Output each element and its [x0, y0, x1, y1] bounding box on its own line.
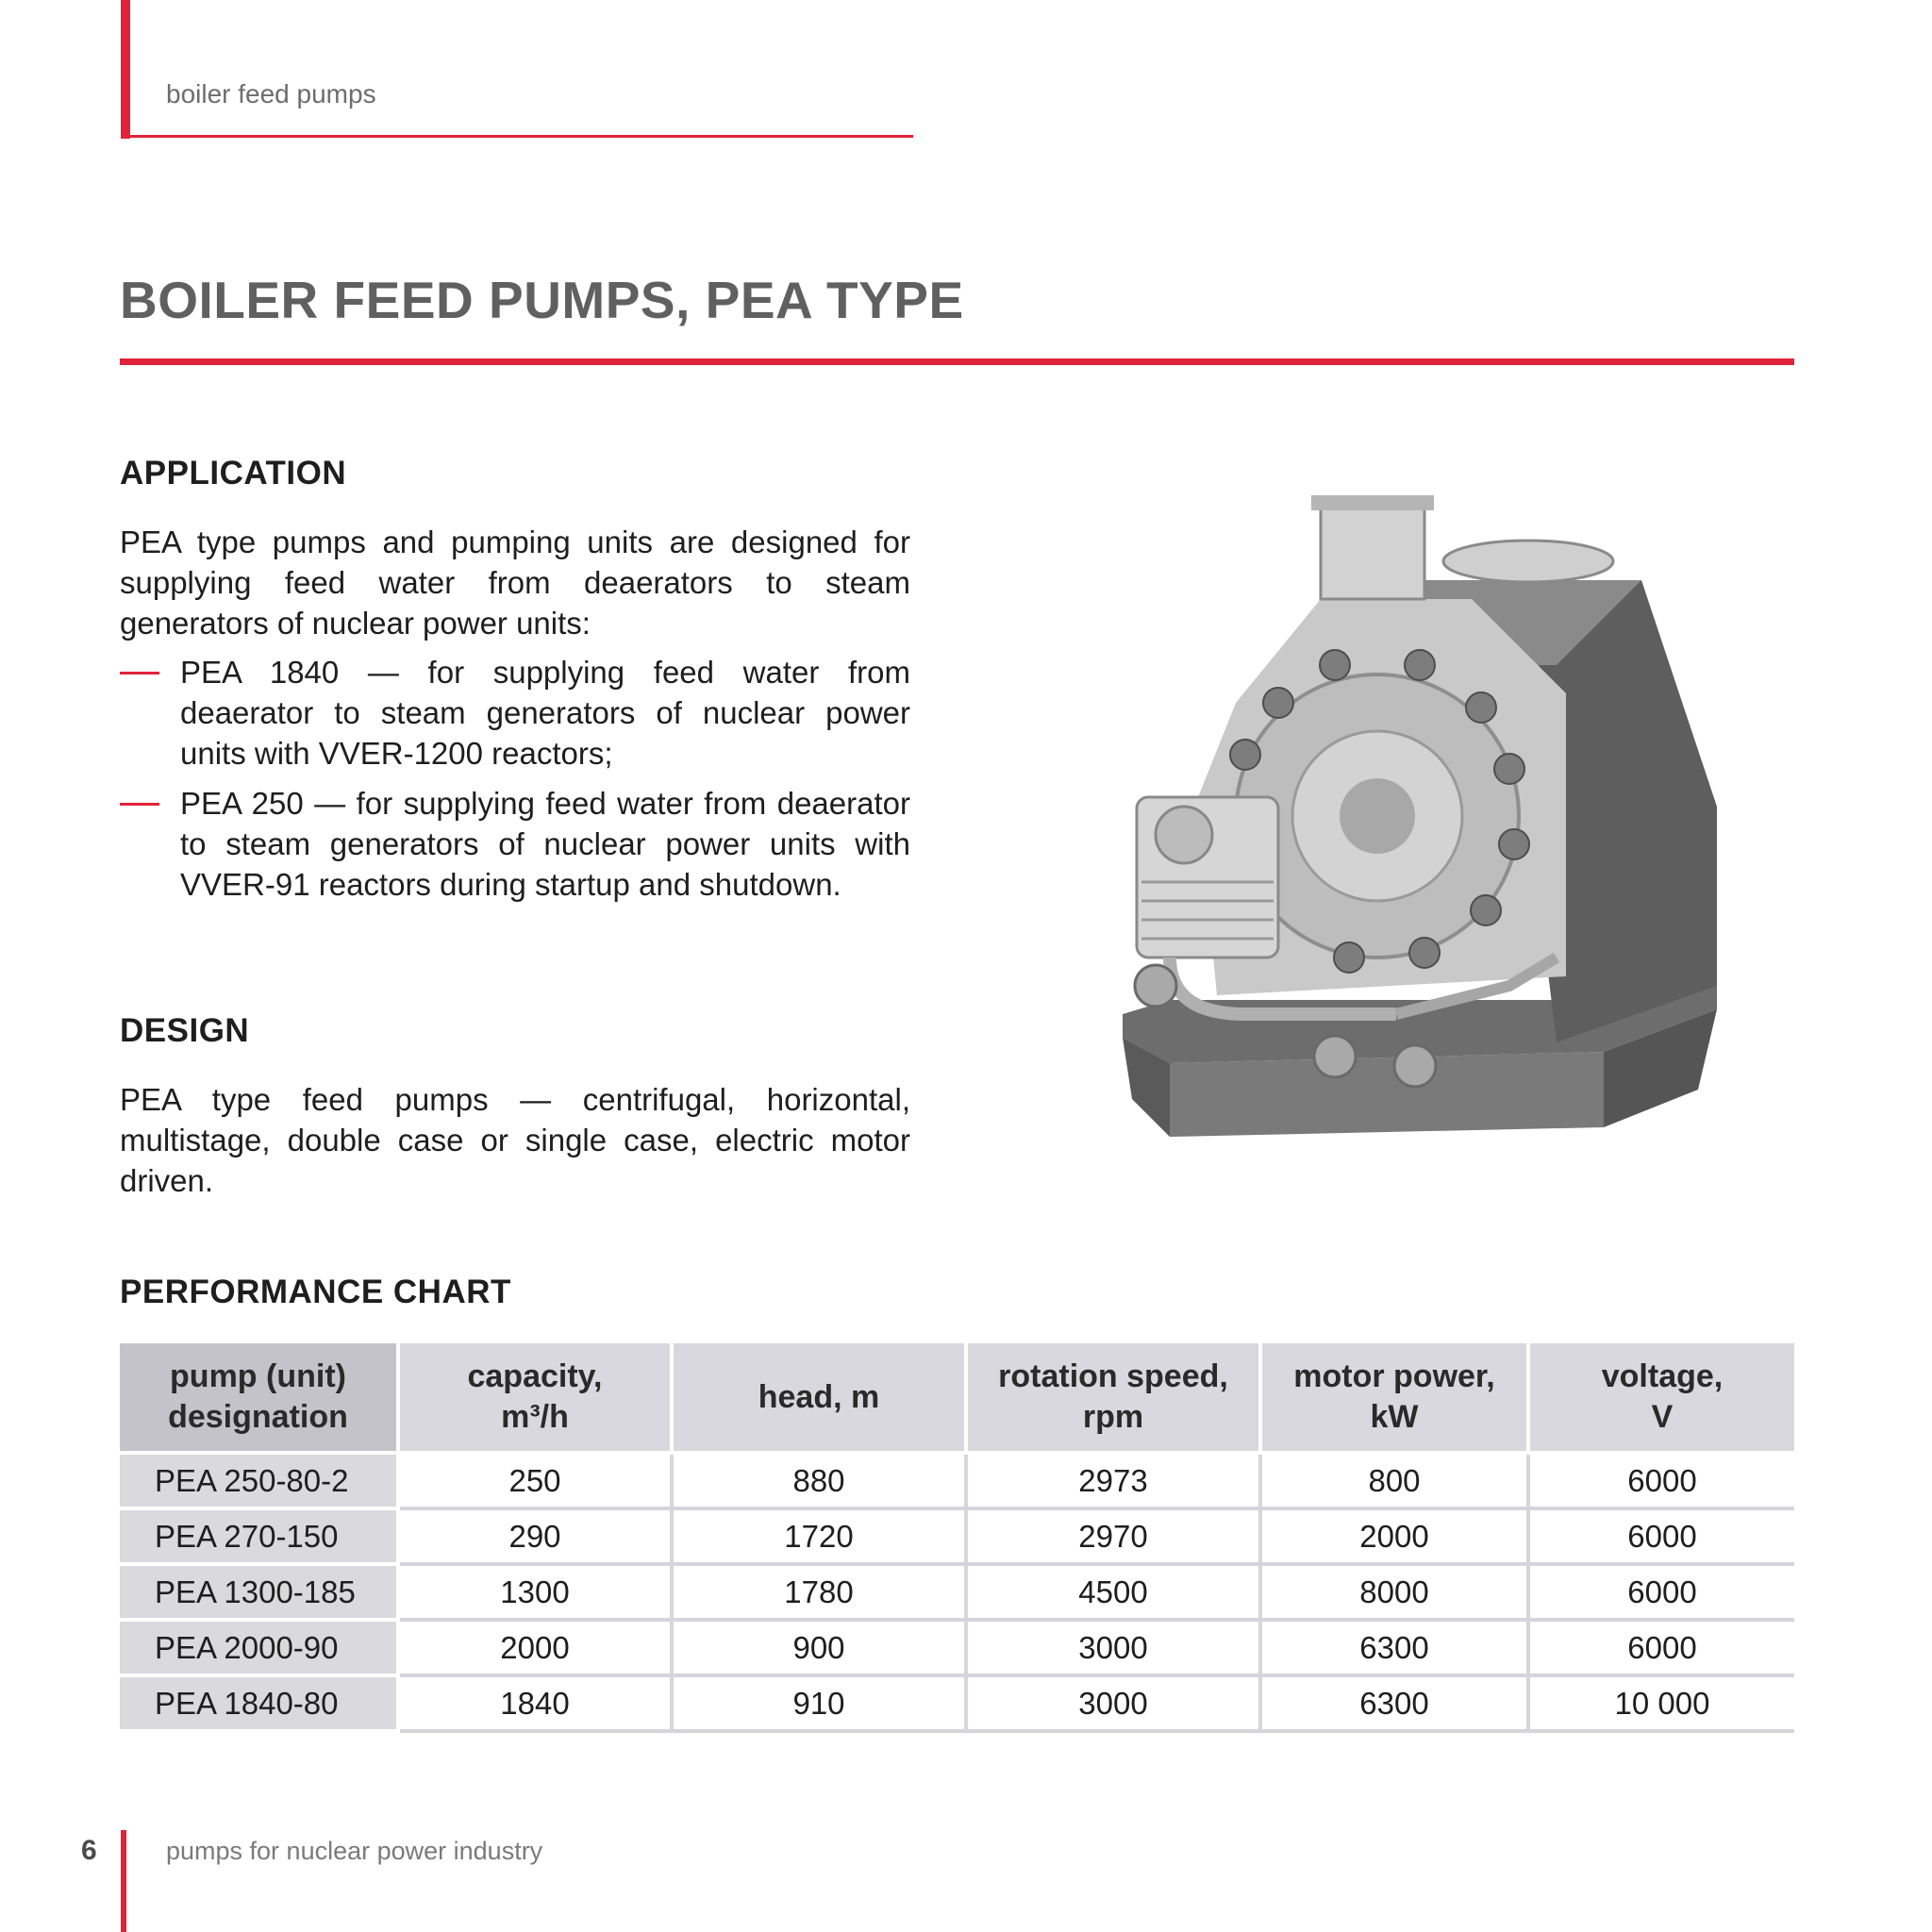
- table-row: [120, 1675, 1794, 1731]
- table-row: [120, 1453, 1794, 1508]
- table-cell: 1840: [398, 1675, 672, 1731]
- table-cell: 290: [398, 1508, 672, 1564]
- footer-accent-bar: [121, 1830, 126, 1932]
- design-text: PEA type feed pumps — centrifugal, horizontal, multistage, double case or single case, electric motor driven.: [120, 1082, 910, 1198]
- column-header: capacity, m³/h: [398, 1343, 672, 1453]
- table-cell: 6000: [1528, 1453, 1794, 1508]
- performance-table: [120, 1343, 1794, 1733]
- table-cell: 8000: [1260, 1564, 1528, 1620]
- table-cell: 6300: [1260, 1620, 1528, 1675]
- table-cell: 4500: [966, 1564, 1260, 1620]
- header-rule: [121, 135, 913, 138]
- table-cell: 880: [672, 1453, 966, 1508]
- column-header: rotation speed, rpm: [966, 1343, 1260, 1453]
- red-dash-icon: [120, 803, 159, 806]
- red-dash-icon: [120, 672, 159, 675]
- table-cell: 910: [672, 1675, 966, 1731]
- list-item: PEA 250 — for supplying feed water from deaerator to steam generators of nuclear power units with VVER-91 reactors during startup and shutdown.: [120, 783, 910, 905]
- table-cell: 10 000: [1528, 1675, 1794, 1731]
- application-list: [120, 652, 910, 914]
- table-cell: 6000: [1528, 1620, 1794, 1675]
- table-cell: 6300: [1260, 1675, 1528, 1731]
- application-intro: PEA type pumps and pumping units are designed for supplying feed water from deaerators to steam generators of nuclear power units:: [120, 525, 910, 641]
- table-cell: PEA 250-80-2: [120, 1453, 398, 1508]
- column-header: voltage, V: [1528, 1343, 1794, 1453]
- table-cell: PEA 1840-80: [120, 1675, 398, 1731]
- table-cell: 2000: [1260, 1508, 1528, 1564]
- table-cell: 900: [672, 1620, 966, 1675]
- table-cell: PEA 2000-90: [120, 1620, 398, 1675]
- table-cell: 2970: [966, 1508, 1260, 1564]
- table-row: [120, 1620, 1794, 1675]
- table-cell: 1300: [398, 1564, 672, 1620]
- page-number: 6: [81, 1835, 97, 1866]
- column-header: head, m: [672, 1343, 966, 1453]
- table-cell: 2973: [966, 1453, 1260, 1508]
- running-head: boiler feed pumps: [166, 79, 376, 108]
- title-rule: [120, 358, 1794, 365]
- list-item: PEA 1840 — for supplying feed water from deaerator to steam generators of nuclear power units with VVER-1200 reactors;: [120, 652, 910, 774]
- header-accent-bar: [121, 0, 130, 139]
- footer-text: pumps for nuclear power industry: [166, 1837, 543, 1865]
- table-row: [120, 1508, 1794, 1564]
- pump-unit-photo: [1113, 486, 1736, 1137]
- application-heading: APPLICATION: [120, 455, 347, 491]
- column-header: pump (unit) designation: [120, 1343, 398, 1453]
- table-cell: 3000: [966, 1675, 1260, 1731]
- table-cell: 6000: [1528, 1564, 1794, 1620]
- table-cell: PEA 1300-185: [120, 1564, 398, 1620]
- page-title: BOILER FEED PUMPS, PEA TYPE: [120, 271, 964, 329]
- table-header-row: [120, 1343, 1794, 1453]
- table-cell: 250: [398, 1453, 672, 1508]
- table-cell: 1780: [672, 1564, 966, 1620]
- column-header: motor power, kW: [1260, 1343, 1528, 1453]
- table-row: [120, 1564, 1794, 1620]
- table-cell: 3000: [966, 1620, 1260, 1675]
- table-cell: 1720: [672, 1508, 966, 1564]
- performance-heading: PERFORMANCE CHART: [120, 1274, 511, 1310]
- table-cell: 800: [1260, 1453, 1528, 1508]
- table-cell: 6000: [1528, 1508, 1794, 1564]
- design-heading: DESIGN: [120, 1012, 250, 1049]
- table-cell: 2000: [398, 1620, 672, 1675]
- table-cell: PEA 270-150: [120, 1508, 398, 1564]
